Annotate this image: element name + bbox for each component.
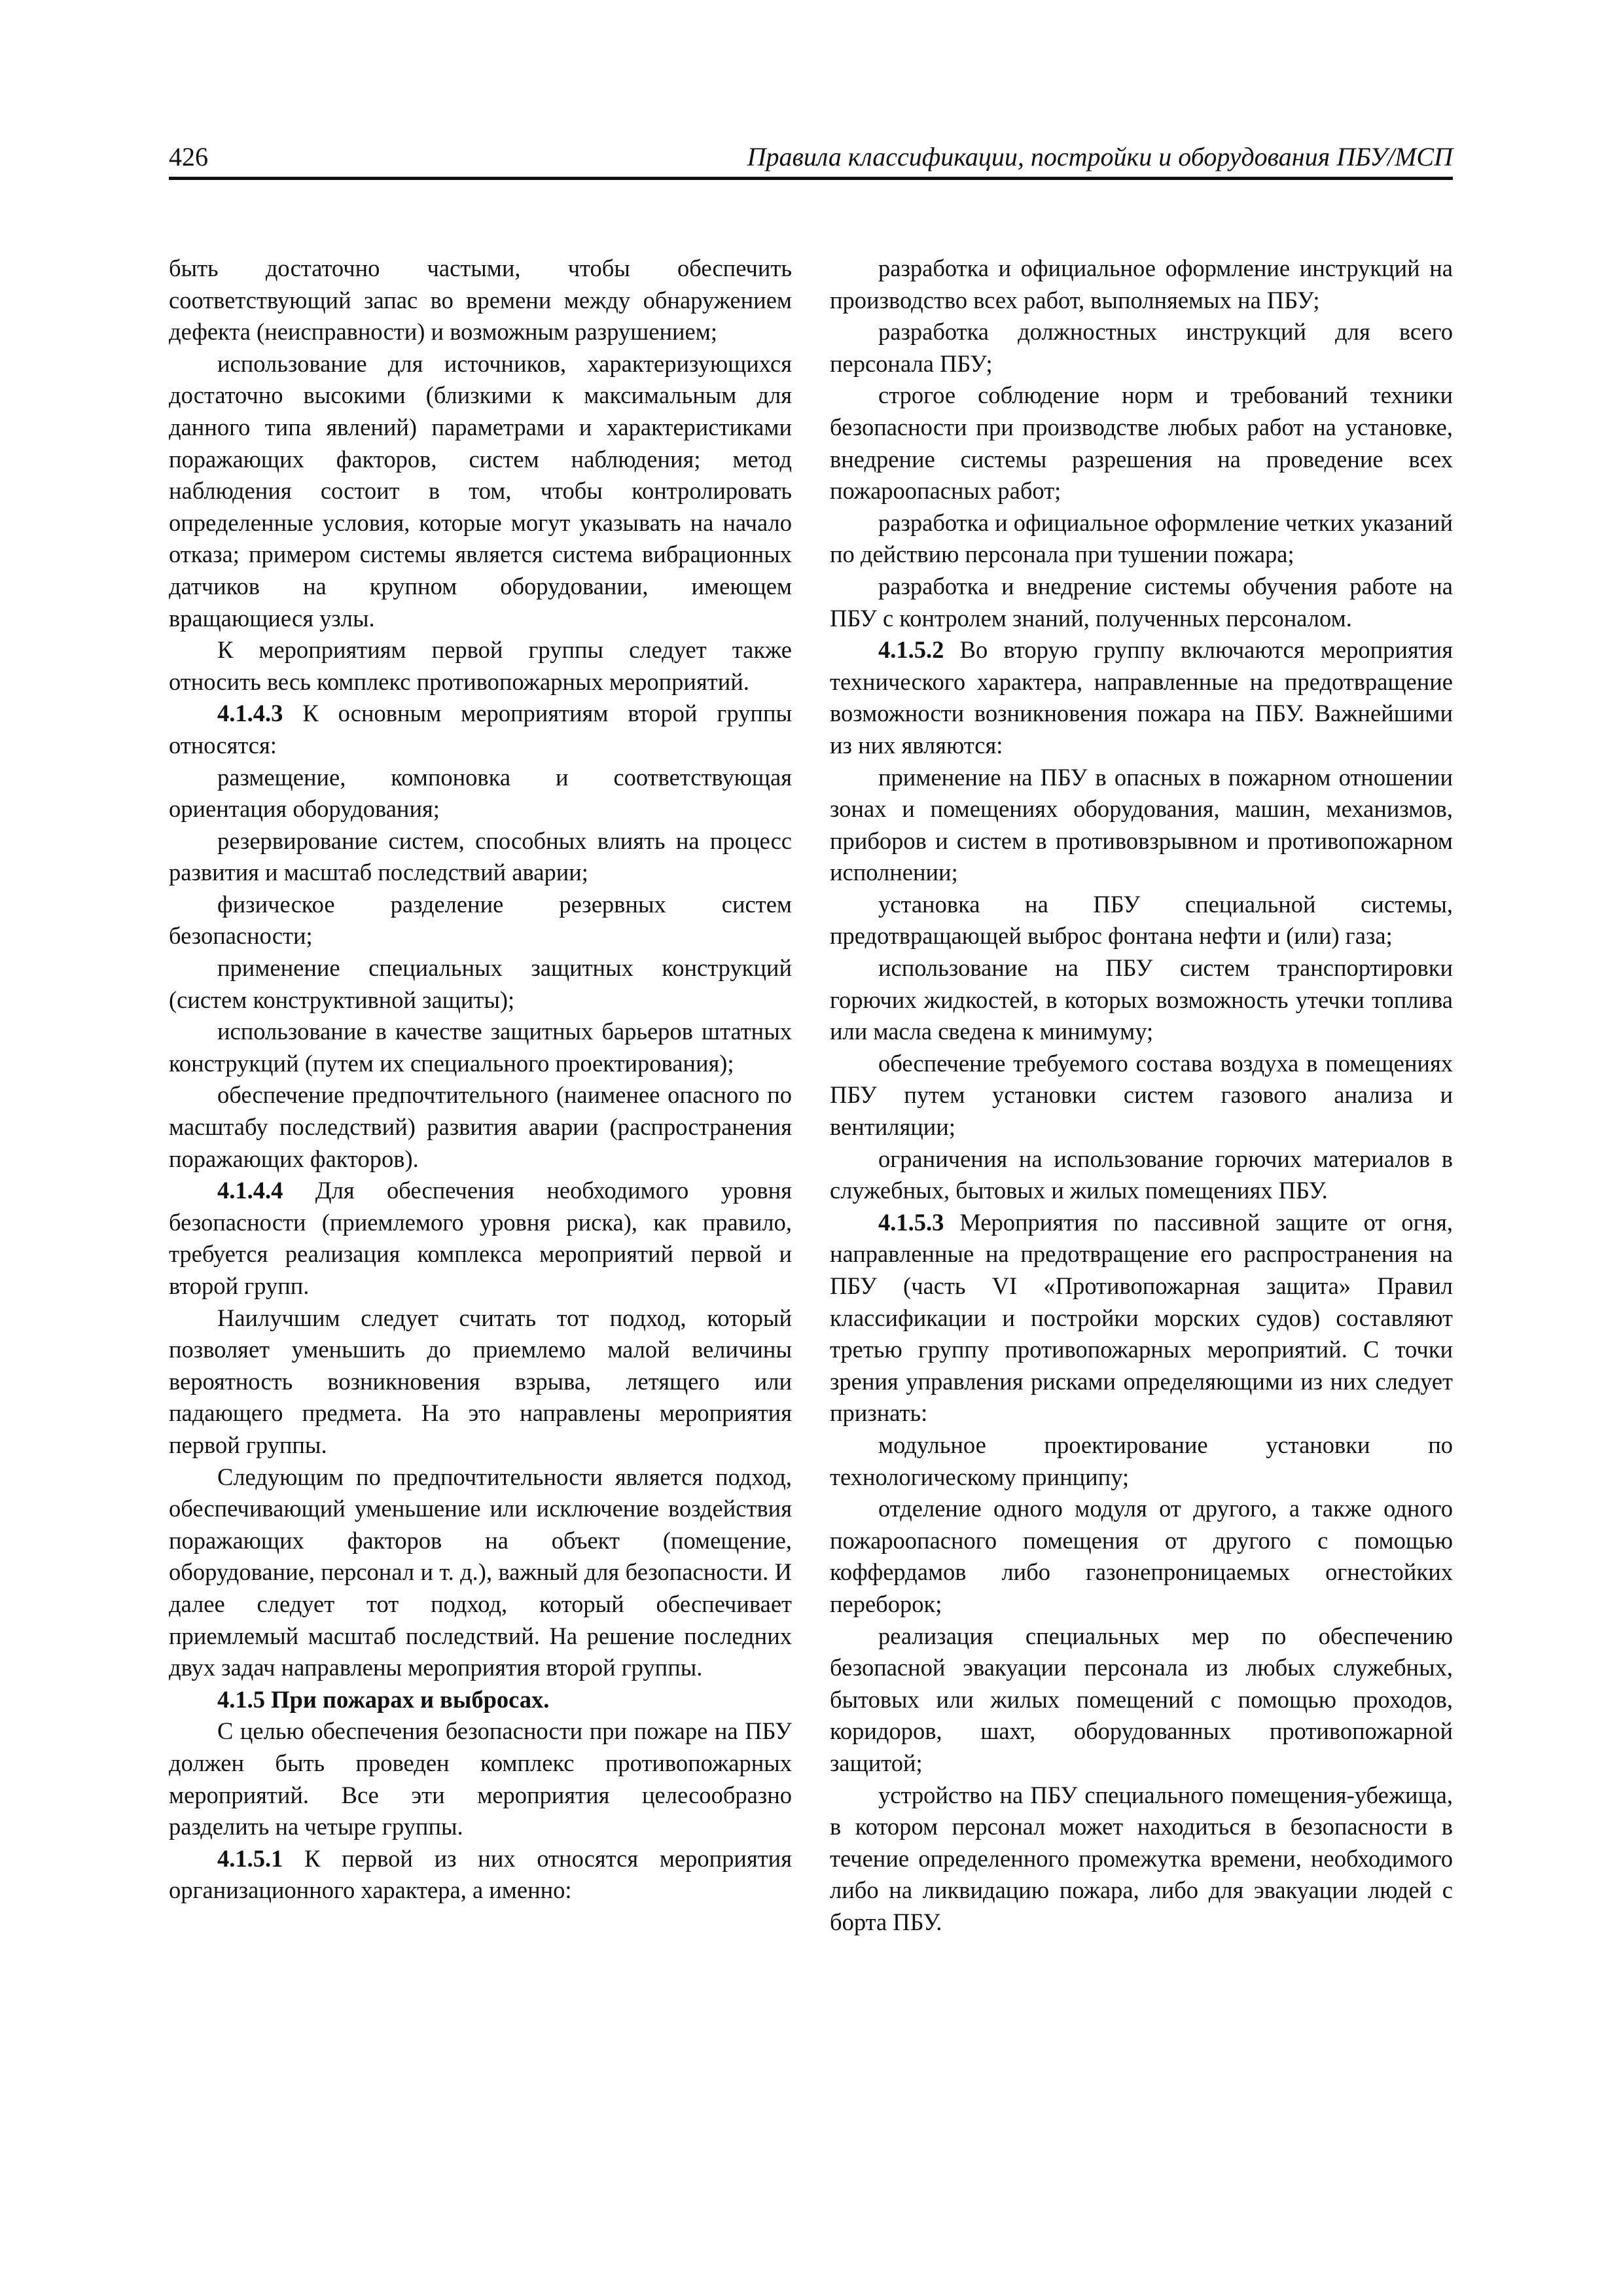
left-column <box>169 253 792 1907</box>
list-item: разработка и официальное оформление инструкций на производство всех работ, выполняемых на ПБУ; <box>830 255 1453 314</box>
clause-number: 4.1.5.2 <box>878 636 944 664</box>
right-column <box>830 253 1453 1938</box>
page-number: 426 <box>169 142 208 171</box>
clause-paragraph: 4.1.5.3 Мероприятия по пассивной защите от огня, направленные на предотвращение его распространения на ПБУ (часть VI «Противопожарная защита» Правил классификации и постройки морских судов) составляют третью группу противопожарных мероприятий. С точки зрения управления рисками определяющими из них следует признать: <box>830 1208 1453 1427</box>
paragraph: С целью обеспечения безопасности при пожаре на ПБУ должен быть проведен комплекс противопожарных мероприятий. Все эти мероприятия целесообразно разделить на четыре группы. <box>169 1717 792 1840</box>
list-item: физическое разделение резервных систем безопасности; <box>169 890 792 950</box>
paragraph: Наилучшим следует считать тот подход, который позволяет уменьшить до приемлемо малой величины вероятность возникновения взрыва, летящего или падающего предмета. На это направлены мероприятия первой группы. <box>169 1304 792 1458</box>
list-item: размещение, компоновка и соответствующая ориентация оборудования; <box>169 763 792 823</box>
paragraph: К мероприятиям первой группы следует также относить весь комплекс противопожарных мероприятий. <box>169 636 792 695</box>
list-item: реализация специальных мер по обеспечению безопасной эвакуации персонала из любых служебных, бытовых или жилых помещений с помощью проходов, коридоров, шахт, оборудованных противопожарной защитой; <box>830 1622 1453 1776</box>
running-title: Правила классификации, постройки и оборудования ПБУ/МСП <box>747 142 1453 171</box>
clause-number: 4.1.5.3 <box>878 1208 944 1236</box>
list-item: разработка и официальное оформление четких указаний по действию персонала при тушении пожара; <box>830 509 1453 568</box>
list-item: строгое соблюдение норм и требований техники безопасности при производстве любых работ на установке, внедрение системы разрешения на проведение всех пожароопасных работ; <box>830 382 1453 505</box>
list-item: применение специальных защитных конструкций (систем конструктивной защиты); <box>169 954 792 1013</box>
section-heading: 4.1.5 При пожарах и выбросах. <box>217 1685 550 1713</box>
clause-paragraph: 4.1.4.3 К основным мероприятиям второй группы относятся: <box>169 700 793 759</box>
list-item: ограничения на использование горючих материалов в служебных, бытовых и жилых помещениях ПБУ. <box>830 1145 1453 1204</box>
header-rule <box>169 177 1453 180</box>
clause-number: 4.1.4.4 <box>217 1177 283 1204</box>
list-item: разработка и внедрение системы обучения работе на ПБУ с контролем знаний, полученных персоналом. <box>830 572 1453 632</box>
paragraph: быть достаточно частыми, чтобы обеспечить соответствующий запас во времени между обнаружением дефекта (неисправности) и возможным разрушением; <box>169 255 792 346</box>
list-item: отделение одного модуля от другого, а также одного пожароопасного помещения от другого с помощью коффердамов либо газонепроницаемых огнестойких переборок; <box>830 1495 1453 1617</box>
list-item: установка на ПБУ специальной системы, предотвращающей выброс фонтана нефти и (или) газа; <box>830 890 1453 950</box>
clause-paragraph: 4.1.5.2 Во вторую группу включаются мероприятия технического характера, направленные на предотвращение возможности возникновения пожара на ПБУ. Важнейшими из них являются: <box>830 636 1454 759</box>
list-item: разработка должностных инструкций для всего персонала ПБУ; <box>830 318 1453 377</box>
list-item: устройство на ПБУ специального помещения-убежища, в котором персонал может находиться в безопасности в течение определенного промежутка времени, необходимого либо на ликвидацию пожара, либо для эвакуации людей с борта ПБУ. <box>830 1781 1453 1935</box>
paragraph: Следующим по предпочтительности является подход, обеспечивающий уменьшение или исключение воздействия поражающих факторов на объект (помещение, оборудование, персонал и т. д.), важный для безопасности. И далее следует тот подход, который обеспечивает приемлемый масштаб последствий. На решение последних двух задач направлены мероприятия второй группы. <box>169 1463 792 1681</box>
list-item: резервирование систем, способных влиять на процесс развития и масштаб последствий аварии; <box>169 827 792 886</box>
list-item: обеспечение предпочтительного (наименее опасного по масштабу последствий) развития аварии (распространения поражающих факторов). <box>169 1081 792 1172</box>
list-item: использование на ПБУ систем транспортировки горючих жидкостей, в которых возможность утечки топлива или масла сведена к минимуму; <box>830 954 1453 1045</box>
clause-number: 4.1.5.1 <box>217 1844 283 1872</box>
clause-paragraph: 4.1.4.4 Для обеспечения необходимого уровня безопасности (приемлемого уровня риска), как правило, требуется реализация комплекса мероприятий первой и второй групп. <box>169 1177 792 1299</box>
paragraph: использование для источников, характеризующихся достаточно высокими (близкими к максимальным для данного типа явлений) параметрами и характеристиками поражающих факторов, систем наблюдения; метод наблюдения состоит в том, чтобы контролировать определенные условия, которые могут указывать на начало отказа; примером системы является система вибрационных датчиков на крупном оборудовании, имеющем вращающиеся узлы. <box>169 350 792 632</box>
page-header <box>169 139 1453 179</box>
list-item: применение на ПБУ в опасных в пожарном отношении зонах и помещениях оборудования, машин, механизмов, приборов и систем в противовзрывном и противопожарном исполнении; <box>830 763 1453 886</box>
list-item: использование в качестве защитных барьеров штатных конструкций (путем их специального проектирования); <box>169 1018 792 1077</box>
list-item: модульное проектирование установки по технологическому принципу; <box>830 1431 1453 1490</box>
list-item: обеспечение требуемого состава воздуха в помещениях ПБУ путем установки систем газового анализа и вентиляции; <box>830 1049 1453 1141</box>
clause-number: 4.1.4.3 <box>217 700 283 727</box>
clause-paragraph: 4.1.5.1 К первой из них относятся мероприятия организационного характера, а именно: <box>169 1844 793 1904</box>
